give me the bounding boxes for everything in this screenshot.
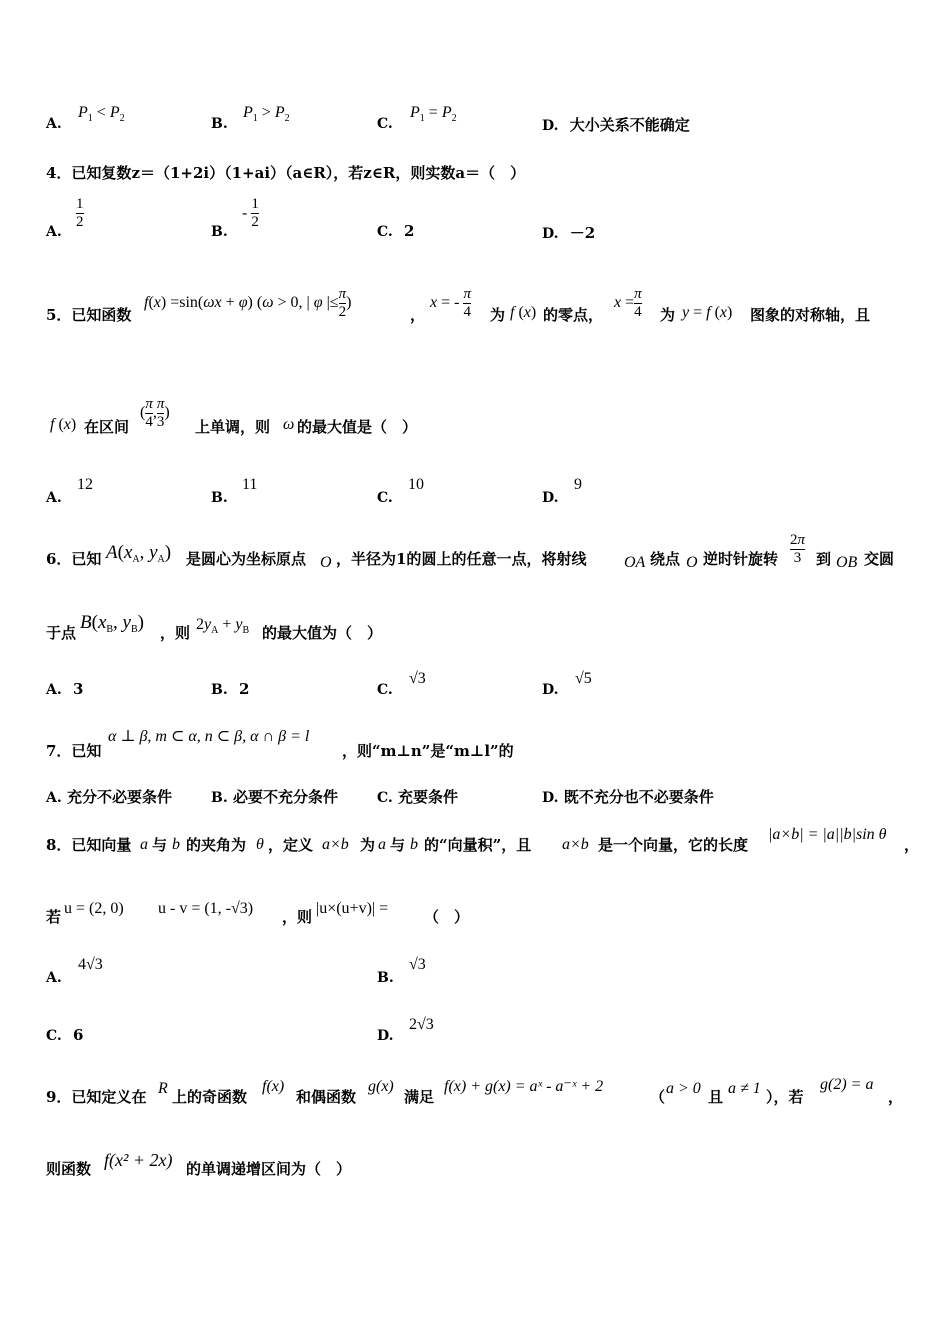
q9-cond2: a ≠ 1 — [728, 1080, 761, 1097]
q8-options-row2 — [0, 1014, 950, 1048]
q8-comma: ， — [904, 836, 920, 854]
q5-mid3: 为 — [660, 306, 676, 324]
q6-option-c-val: √3 — [409, 670, 426, 687]
q5-prefix: 5．已知函数 — [46, 306, 132, 324]
q8-line2 — [0, 892, 950, 932]
q5-fx: f (x) — [510, 304, 537, 321]
q9-g: g(x) — [368, 1078, 394, 1095]
q8-theta: θ — [256, 836, 264, 853]
q8-line1 — [0, 820, 950, 860]
q6-d: 逆时针旋转 — [703, 550, 779, 568]
q5-option-b-val: 11 — [242, 476, 258, 493]
q7-prefix: 7．已知 — [46, 742, 102, 760]
q8-line2-b: ，则 — [282, 908, 313, 926]
q8-u: u = (2, 0) — [64, 900, 124, 917]
q8-and: 与 — [152, 836, 168, 854]
q5-line2-fx: f (x) — [50, 416, 77, 433]
q6-B: $B(x_B$, $y_B$) — [80, 612, 144, 635]
q5-options — [0, 476, 950, 508]
q8-option-d[interactable]: D. — [377, 1028, 394, 1044]
q4-stem — [0, 160, 950, 184]
q6-OB: OB — [836, 554, 858, 571]
q6-options — [0, 668, 950, 700]
q6-A: $A(x_A$, $y_A$) — [106, 542, 172, 565]
q9-R: R — [158, 1080, 168, 1097]
q4-option-a[interactable]: A. — [46, 224, 62, 240]
q4-option-a-frac: $\frac{1}{2}$ — [76, 196, 84, 230]
q6-c: 绕点 — [650, 550, 681, 568]
q9-cond-mid: 且 — [708, 1088, 724, 1106]
q5-option-d-val: 9 — [574, 476, 582, 493]
q8-options-row1 — [0, 954, 950, 988]
q8-option-b[interactable]: B. — [377, 970, 394, 986]
q7-option-a[interactable]: A. 充分不必要条件 — [46, 788, 172, 806]
q7-formula: α ⊥ β, m ⊂ α, n ⊂ β, α ∩ β = l — [108, 728, 310, 745]
q9-b: 和偶函数 — [296, 1088, 357, 1106]
q5-suffix: 图象的对称轴，且 — [750, 306, 871, 324]
q5-option-a[interactable]: A. — [46, 490, 62, 506]
q3-option-a-math: $P_1 < P_2$ — [78, 104, 125, 124]
q5-line2 — [0, 396, 950, 440]
q6-line2-c: 的最大值为（ ） — [262, 624, 383, 642]
q8-t2: ，定义 — [268, 836, 314, 854]
q8-option-a-val: 4√3 — [78, 956, 103, 973]
q6-b: ，半径为1的圆上的任意一点，将射线 — [336, 550, 587, 568]
q5-option-d[interactable]: D. — [542, 490, 559, 506]
q6-option-a[interactable]: A. 3 — [46, 680, 84, 698]
q3-options — [0, 104, 950, 134]
q8-a: a — [140, 836, 148, 853]
q9-a: 上的奇函数 — [172, 1088, 248, 1106]
q5-interval: ( $\frac{\pi}{4}$ , $\frac{\pi}{3}$ ) — [140, 396, 170, 430]
q5-line2-b: 上单调，则 — [195, 418, 271, 436]
q6-a: 是圆心为坐标原点 — [186, 550, 307, 568]
q8-t1: 的夹角为 — [186, 836, 247, 854]
q9-g2: g(2) = a — [820, 1076, 874, 1093]
q5-line1 — [0, 284, 950, 328]
q8-uv: u - v = (1, -√3) — [158, 900, 254, 917]
q9-line2-b: 的单调递增区间为（ ） — [186, 1160, 352, 1178]
q5-option-c[interactable]: C. — [377, 490, 393, 506]
q9-cond1: a > 0 — [666, 1080, 701, 1097]
q8-t4: 的“向量积”，且 — [424, 836, 532, 854]
q9-cond-open: （ — [650, 1088, 666, 1106]
q8-line2-c: （ ） — [424, 908, 470, 926]
q6-expr: $2y_A + y_B$ — [196, 616, 250, 636]
q5-formula4: y = f (x) — [682, 304, 733, 321]
q6-OA: OA — [624, 554, 646, 571]
q7-option-c[interactable]: C. 充要条件 — [377, 788, 459, 806]
q7-suffix: ，则“m⊥n”是“m⊥l”的 — [342, 742, 514, 760]
q6-prefix: 6．已知 — [46, 550, 102, 568]
q9-eq: f(x) + g(x) = aˣ - a⁻ˣ + 2 — [444, 1078, 604, 1095]
q4-option-d[interactable]: D. －2 — [542, 224, 596, 242]
q8-t3: 为 — [360, 836, 376, 854]
q8-a2: a — [378, 836, 386, 853]
q8-expr: |u×(u+v)| = — [316, 900, 389, 917]
q6-line1 — [0, 532, 950, 576]
q5-mid2: 的零点， — [543, 306, 604, 324]
q9-line2 — [0, 1146, 950, 1186]
q7-options — [0, 784, 950, 808]
q8-prefix: 8．已知向量 — [46, 836, 132, 854]
q6-option-d-val: √5 — [575, 670, 592, 687]
q8-b2: b — [410, 836, 418, 853]
q8-b: b — [172, 836, 180, 853]
q9-cond-close: ），若 — [766, 1088, 804, 1106]
q4-options — [0, 196, 950, 242]
q9-c: 满足 — [404, 1088, 435, 1106]
q8-option-c[interactable]: C. 6 — [46, 1026, 84, 1044]
q6-option-d[interactable]: D. — [542, 682, 559, 698]
q3-option-a[interactable]: A. — [46, 116, 62, 132]
q8-line2-a: 若 — [46, 908, 62, 926]
q6-e: 到 — [816, 550, 832, 568]
q6-angle: $\frac{2\pi}{3}$ — [790, 532, 806, 566]
q3-option-b-math: $P_1 > P_2$ — [243, 104, 290, 124]
q5-formula2: x = - $\frac{\pi}{4}$ — [430, 286, 471, 320]
q9-fx2: f(x² + 2x) — [104, 1150, 173, 1170]
q8-axb2: a×b — [562, 836, 589, 853]
q5-option-c-val: 10 — [408, 476, 424, 493]
q5-line2-a: 在区间 — [84, 418, 130, 436]
q5-option-b[interactable]: B. — [211, 490, 228, 506]
q6-line2 — [0, 608, 950, 648]
q5-line2-c: 的最大值是（ ） — [297, 418, 418, 436]
q7-option-b[interactable]: B. 必要不充分条件 — [211, 788, 338, 806]
q6-line2-b: ，则 — [160, 624, 191, 642]
q6-option-c[interactable]: C. — [377, 682, 393, 698]
q9-line1 — [0, 1072, 950, 1112]
q8-option-a[interactable]: A. — [46, 970, 62, 986]
q8-len: |a×b| = |a||b|sin θ — [768, 826, 887, 843]
q5-option-a-val: 12 — [77, 476, 93, 493]
q9-f: f(x) — [262, 1078, 285, 1095]
q4-option-b-frac: - $\frac{1}{2}$ — [242, 196, 259, 230]
q6-f: 交圆 — [864, 550, 895, 568]
q3-option-b[interactable]: B. — [211, 116, 228, 132]
q4-stem-text: 4．已知复数z＝（1+2i）（1+ai）（a∈R），若z∈R，则实数a＝（ ） — [46, 164, 526, 182]
q7-option-d[interactable]: D. 既不充分也不必要条件 — [542, 788, 714, 806]
q5-mid1: 为 — [490, 306, 506, 324]
q6-O: O — [320, 554, 332, 571]
q6-O2: O — [686, 554, 698, 571]
q8-option-b-val: √3 — [409, 956, 426, 973]
q4-option-b[interactable]: B. — [211, 224, 228, 240]
q8-t5: 是一个向量，它的长度 — [598, 836, 749, 854]
q6-line2-a: 于点 — [46, 624, 77, 642]
q3-option-c-math: $P_1 = P_2$ — [410, 104, 457, 124]
q5-formula3: x = $\frac{\pi}{4}$ — [614, 286, 642, 320]
q5-formula1: f(x) =sin(ωx + φ) (ω > 0, | φ |≤ $\frac{\pi}{2}$ ) — [144, 286, 352, 320]
q9-comma: ， — [888, 1088, 904, 1106]
q6-option-b[interactable]: B. 2 — [211, 680, 250, 698]
q3-option-c[interactable]: C. — [377, 116, 393, 132]
q8-option-d-val: 2√3 — [409, 1016, 434, 1033]
q8-axb: a×b — [322, 836, 349, 853]
q5-sep: ， — [410, 306, 426, 324]
q9-prefix: 9．已知定义在 — [46, 1088, 147, 1106]
q3-option-d[interactable]: D. 大小关系不能确定 — [542, 116, 690, 134]
q9-line2-a: 则函数 — [46, 1160, 92, 1178]
q5-omega: ω — [283, 416, 295, 433]
q8-and2: 与 — [390, 836, 406, 854]
q4-option-c[interactable]: C. 2 — [377, 222, 415, 240]
q7-line — [0, 724, 950, 760]
